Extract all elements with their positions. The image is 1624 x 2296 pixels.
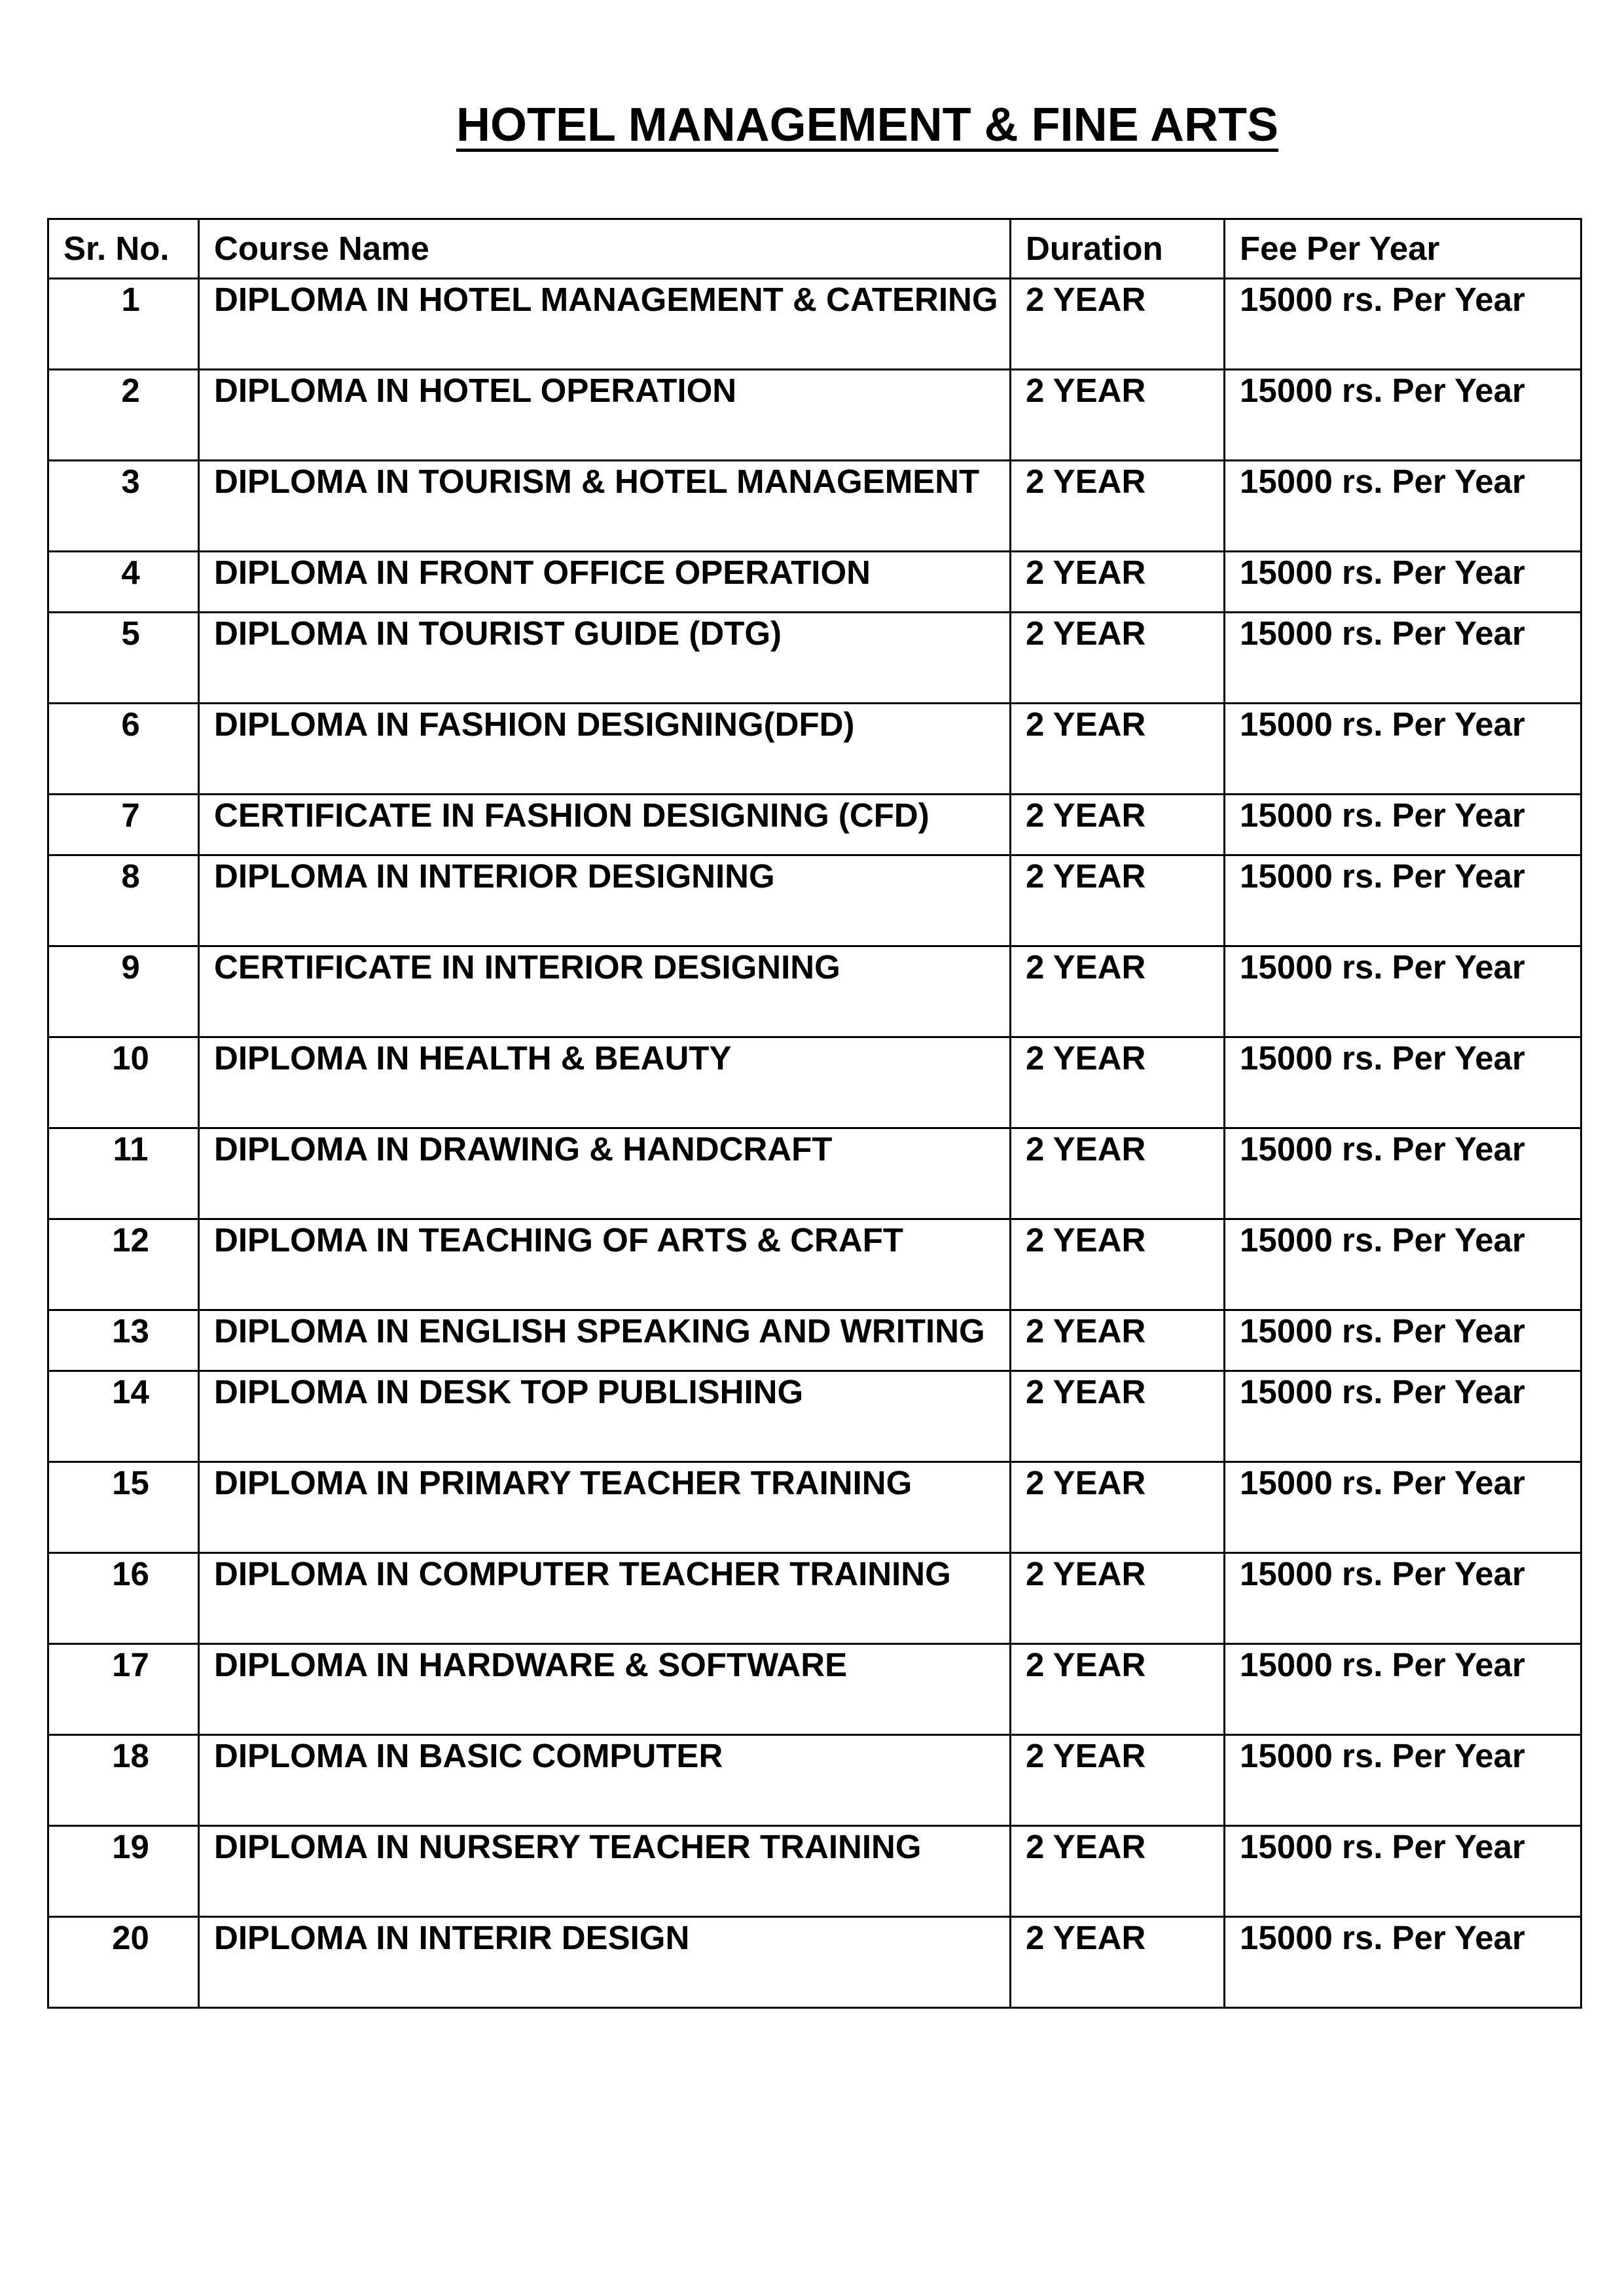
sr-no-cell: 19	[48, 1826, 199, 1917]
fee-cell: 15000 rs. Per Year	[1225, 1371, 1581, 1462]
course-name-cell: DIPLOMA IN HARDWARE & SOFTWARE	[199, 1644, 1011, 1735]
table-row	[48, 1310, 1581, 1371]
table-row	[48, 370, 1581, 461]
duration-cell: 2 YEAR	[1011, 1219, 1225, 1310]
duration-cell: 2 YEAR	[1011, 1310, 1225, 1371]
course-name-cell: DIPLOMA IN HOTEL OPERATION	[199, 370, 1011, 461]
table-row	[48, 1037, 1581, 1128]
sr-no-cell: 17	[48, 1644, 199, 1735]
fee-cell: 15000 rs. Per Year	[1225, 1462, 1581, 1553]
table-row	[48, 552, 1581, 613]
course-name-cell: DIPLOMA IN FASHION DESIGNING(DFD)	[199, 704, 1011, 795]
course-name-cell: DIPLOMA IN HEALTH & BEAUTY	[199, 1037, 1011, 1128]
duration-cell: 2 YEAR	[1011, 1917, 1225, 2008]
sr-no-cell: 7	[48, 795, 199, 855]
fee-cell: 15000 rs. Per Year	[1225, 552, 1581, 613]
table-row	[48, 461, 1581, 552]
table-row	[48, 1553, 1581, 1644]
sr-no-cell: 5	[48, 613, 199, 704]
table-row	[48, 1826, 1581, 1917]
duration-cell: 2 YEAR	[1011, 855, 1225, 946]
duration-cell: 2 YEAR	[1011, 795, 1225, 855]
header-sr-no: Sr. No.	[48, 219, 199, 279]
duration-cell: 2 YEAR	[1011, 1371, 1225, 1462]
fee-cell: 15000 rs. Per Year	[1225, 1310, 1581, 1371]
duration-cell: 2 YEAR	[1011, 552, 1225, 613]
table-row	[48, 613, 1581, 704]
fee-cell: 15000 rs. Per Year	[1225, 1826, 1581, 1917]
duration-cell: 2 YEAR	[1011, 1735, 1225, 1826]
duration-cell: 2 YEAR	[1011, 1128, 1225, 1219]
course-name-cell: DIPLOMA IN TEACHING OF ARTS & CRAFT	[199, 1219, 1011, 1310]
sr-no-cell: 1	[48, 279, 199, 370]
course-name-cell: DIPLOMA IN NURSERY TEACHER TRAINING	[199, 1826, 1011, 1917]
sr-no-cell: 8	[48, 855, 199, 946]
table-body	[48, 279, 1581, 2008]
page-title: HOTEL MANAGEMENT & FINE ARTS	[456, 99, 1278, 151]
sr-no-cell: 9	[48, 946, 199, 1037]
table-row	[48, 1735, 1581, 1826]
sr-no-cell: 14	[48, 1371, 199, 1462]
course-name-cell: DIPLOMA IN PRIMARY TEACHER TRAINING	[199, 1462, 1011, 1553]
course-name-cell: DIPLOMA IN DRAWING & HANDCRAFT	[199, 1128, 1011, 1219]
fee-cell: 15000 rs. Per Year	[1225, 1219, 1581, 1310]
table-row	[48, 1644, 1581, 1735]
duration-cell: 2 YEAR	[1011, 1037, 1225, 1128]
sr-no-cell: 13	[48, 1310, 199, 1371]
fee-cell: 15000 rs. Per Year	[1225, 1735, 1581, 1826]
table-row	[48, 704, 1581, 795]
sr-no-cell: 4	[48, 552, 199, 613]
course-name-cell: DIPLOMA IN DESK TOP PUBLISHING	[199, 1371, 1011, 1462]
duration-cell: 2 YEAR	[1011, 461, 1225, 552]
duration-cell: 2 YEAR	[1011, 946, 1225, 1037]
sr-no-cell: 16	[48, 1553, 199, 1644]
fee-cell: 15000 rs. Per Year	[1225, 613, 1581, 704]
fee-cell: 15000 rs. Per Year	[1225, 1917, 1581, 2008]
duration-cell: 2 YEAR	[1011, 1462, 1225, 1553]
sr-no-cell: 6	[48, 704, 199, 795]
sr-no-cell: 20	[48, 1917, 199, 2008]
duration-cell: 2 YEAR	[1011, 1826, 1225, 1917]
sr-no-cell: 3	[48, 461, 199, 552]
fee-cell: 15000 rs. Per Year	[1225, 855, 1581, 946]
fee-cell: 15000 rs. Per Year	[1225, 795, 1581, 855]
table-header	[48, 219, 1581, 279]
sr-no-cell: 12	[48, 1219, 199, 1310]
table-row	[48, 855, 1581, 946]
header-course-name: Course Name	[199, 219, 1011, 279]
course-name-cell: DIPLOMA IN INTERIOR DESIGNING	[199, 855, 1011, 946]
header-row	[48, 219, 1581, 279]
table-row	[48, 1219, 1581, 1310]
course-name-cell: DIPLOMA IN HOTEL MANAGEMENT & CATERING	[199, 279, 1011, 370]
course-name-cell: CERTIFICATE IN INTERIOR DESIGNING	[199, 946, 1011, 1037]
table-row	[48, 1371, 1581, 1462]
table-row	[48, 279, 1581, 370]
duration-cell: 2 YEAR	[1011, 279, 1225, 370]
fee-cell: 15000 rs. Per Year	[1225, 461, 1581, 552]
duration-cell: 2 YEAR	[1011, 1644, 1225, 1735]
table-row	[48, 795, 1581, 855]
fee-cell: 15000 rs. Per Year	[1225, 279, 1581, 370]
fee-cell: 15000 rs. Per Year	[1225, 946, 1581, 1037]
table-row	[48, 1128, 1581, 1219]
course-name-cell: DIPLOMA IN TOURIST GUIDE (DTG)	[199, 613, 1011, 704]
course-name-cell: DIPLOMA IN ENGLISH SPEAKING AND WRITING	[199, 1310, 1011, 1371]
fee-cell: 15000 rs. Per Year	[1225, 1644, 1581, 1735]
duration-cell: 2 YEAR	[1011, 704, 1225, 795]
course-name-cell: DIPLOMA IN COMPUTER TEACHER TRAINING	[199, 1553, 1011, 1644]
fee-cell: 15000 rs. Per Year	[1225, 704, 1581, 795]
table-row	[48, 946, 1581, 1037]
table-row	[48, 1917, 1581, 2008]
fee-cell: 15000 rs. Per Year	[1225, 1553, 1581, 1644]
duration-cell: 2 YEAR	[1011, 1553, 1225, 1644]
duration-cell: 2 YEAR	[1011, 370, 1225, 461]
sr-no-cell: 2	[48, 370, 199, 461]
course-table	[47, 218, 1582, 2009]
fee-cell: 15000 rs. Per Year	[1225, 1037, 1581, 1128]
header-duration: Duration	[1011, 219, 1225, 279]
course-name-cell: DIPLOMA IN TOURISM & HOTEL MANAGEMENT	[199, 461, 1011, 552]
sr-no-cell: 15	[48, 1462, 199, 1553]
course-name-cell: DIPLOMA IN FRONT OFFICE OPERATION	[199, 552, 1011, 613]
duration-cell: 2 YEAR	[1011, 613, 1225, 704]
fee-cell: 15000 rs. Per Year	[1225, 370, 1581, 461]
sr-no-cell: 10	[48, 1037, 199, 1128]
course-name-cell: DIPLOMA IN INTERIR DESIGN	[199, 1917, 1011, 2008]
course-name-cell: DIPLOMA IN BASIC COMPUTER	[199, 1735, 1011, 1826]
header-fee: Fee Per Year	[1225, 219, 1581, 279]
table-row	[48, 1462, 1581, 1553]
sr-no-cell: 18	[48, 1735, 199, 1826]
course-name-cell: CERTIFICATE IN FASHION DESIGNING (CFD)	[199, 795, 1011, 855]
fee-cell: 15000 rs. Per Year	[1225, 1128, 1581, 1219]
sr-no-cell: 11	[48, 1128, 199, 1219]
